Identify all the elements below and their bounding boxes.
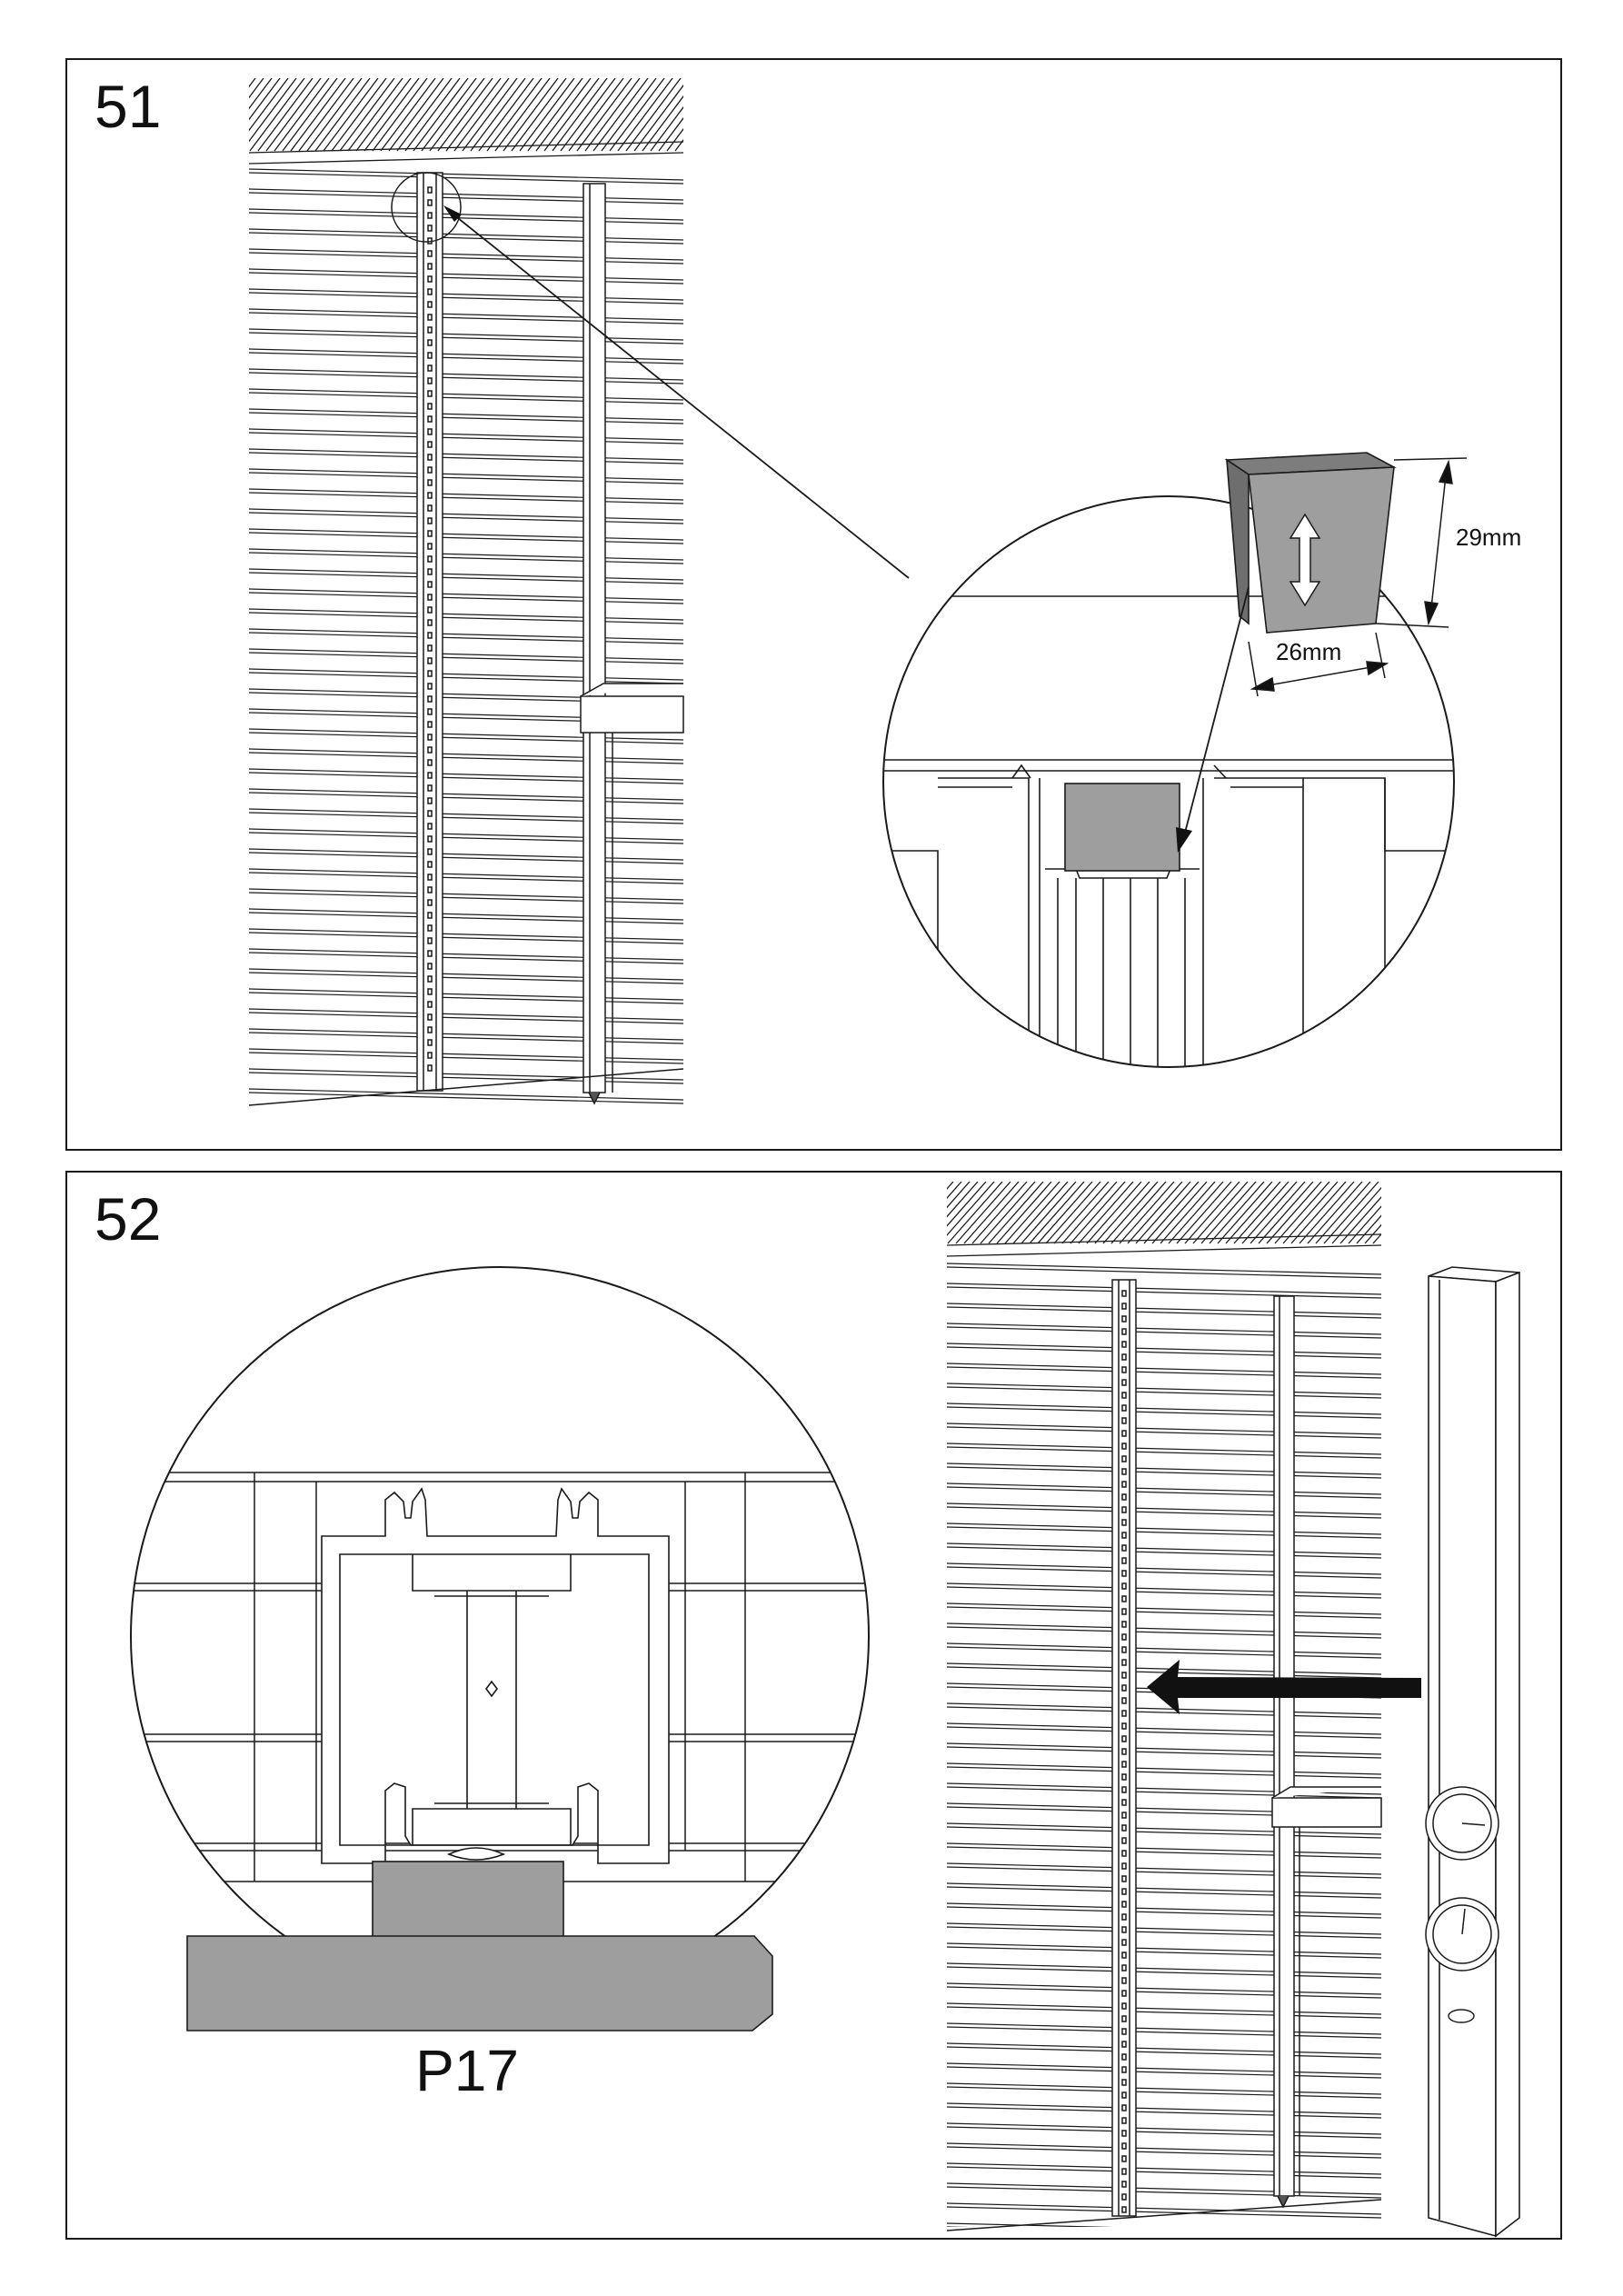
aluminium-profile	[322, 1489, 669, 1863]
post-slot	[1122, 1303, 1126, 1309]
dimension-width-label: 26mm	[1276, 638, 1342, 665]
post-slot	[1122, 2092, 1126, 2098]
roof-line	[585, 78, 640, 151]
post-slot	[428, 900, 432, 905]
roof-line	[907, 1182, 961, 1243]
roof-line	[1234, 1182, 1289, 1243]
roof-line	[242, 78, 296, 151]
post-slot	[1122, 1902, 1126, 1907]
post-slot	[428, 505, 432, 511]
step-52-illustration	[67, 1173, 1564, 2241]
post-slot	[1122, 1711, 1126, 1716]
post-slot	[1122, 1762, 1126, 1767]
roof-line	[1111, 1182, 1166, 1243]
roof-line	[209, 78, 264, 151]
post-slot	[1122, 2029, 1126, 2034]
post-slot	[428, 416, 432, 422]
post-slot	[428, 391, 432, 396]
post-slot	[1122, 1991, 1126, 1996]
roof-line	[915, 1182, 970, 1243]
roof-line	[553, 78, 607, 151]
post-slot	[1122, 2080, 1126, 2085]
roof-line	[956, 1182, 1011, 1243]
roof-line	[463, 78, 517, 151]
post-slot	[428, 213, 432, 218]
post-slot	[428, 811, 432, 816]
post-slot	[428, 1065, 432, 1071]
post-slot	[1122, 1889, 1126, 1894]
post-slot	[428, 773, 432, 778]
post-slot	[1122, 1469, 1126, 1474]
part-p17-strip	[1429, 1267, 1519, 2236]
post-slot	[1122, 2054, 1126, 2060]
post-slot	[1122, 1418, 1126, 1423]
roof-line	[940, 1182, 994, 1243]
roof-line	[1373, 1182, 1428, 1243]
roof-line	[503, 78, 558, 151]
post-slot	[1122, 1863, 1126, 1869]
post-slot	[428, 951, 432, 956]
roof-line	[348, 78, 403, 151]
roof-line	[1103, 1182, 1158, 1243]
post-slot	[428, 264, 432, 269]
post-slot	[428, 645, 432, 651]
post-slot	[1122, 1494, 1126, 1500]
roof-line	[602, 78, 656, 151]
post-slot	[1122, 1609, 1126, 1614]
roof-line	[176, 78, 231, 151]
post-slot	[428, 798, 432, 804]
roof-line	[193, 78, 247, 151]
roof-line	[1021, 1182, 1076, 1243]
roof-line	[299, 78, 353, 151]
post-slot	[428, 734, 432, 740]
roof-line	[634, 78, 689, 151]
roof-line	[234, 78, 288, 151]
post-slot	[428, 314, 432, 320]
roof-line	[324, 78, 378, 151]
post-slot	[428, 658, 432, 664]
roof-line	[626, 78, 681, 151]
post-slot	[428, 874, 432, 880]
roof-line	[1013, 1182, 1068, 1243]
post-slot	[428, 289, 432, 294]
post-slot	[1122, 1583, 1126, 1589]
post-slot	[428, 1014, 432, 1020]
post-slot	[428, 989, 432, 994]
post-slot	[1122, 1482, 1126, 1487]
post-slot	[428, 480, 432, 485]
roof-line	[274, 78, 329, 151]
roof-line	[1267, 1182, 1321, 1243]
roof-hatching	[874, 1182, 1428, 1256]
post-slot	[428, 824, 432, 829]
roof-line	[577, 78, 632, 151]
post-slot	[428, 518, 432, 524]
roof-line	[1291, 1182, 1346, 1243]
post-slot	[428, 493, 432, 498]
roof-line	[405, 78, 460, 151]
roof-line	[315, 78, 370, 151]
post-slot	[428, 671, 432, 676]
roof-line	[1177, 1182, 1231, 1243]
post-slot	[1122, 1431, 1126, 1436]
post-slot	[1122, 1685, 1126, 1691]
post-slot	[428, 925, 432, 931]
post-slot	[428, 887, 432, 893]
roof-line	[495, 78, 550, 151]
post-slot	[1122, 1596, 1126, 1602]
roof-line	[981, 1182, 1035, 1243]
roof-line	[1210, 1182, 1264, 1243]
roof-line	[1070, 1182, 1125, 1243]
roof-line	[1242, 1182, 1297, 1243]
roof-line	[931, 1182, 986, 1243]
post-slot	[1122, 1634, 1126, 1640]
roof-line	[989, 1182, 1043, 1243]
post-slot	[428, 187, 432, 193]
post-slot	[428, 684, 432, 689]
post-slot	[1122, 1723, 1126, 1729]
roof-line	[923, 1182, 978, 1243]
post-slot	[428, 251, 432, 256]
roof-line	[1250, 1182, 1305, 1243]
roof-line	[184, 78, 239, 151]
post-slot	[428, 760, 432, 765]
post-slot	[1122, 1647, 1126, 1652]
roof-line	[258, 78, 313, 151]
post-slot	[1122, 1622, 1126, 1627]
roof-line	[487, 78, 542, 151]
post-slot	[428, 340, 432, 345]
post-slot	[1122, 1291, 1126, 1296]
post-slot	[428, 556, 432, 562]
roof-line	[1308, 1182, 1362, 1243]
post-slot	[1122, 1354, 1126, 1360]
step-51-panel	[65, 58, 1562, 1151]
post-slot	[428, 594, 432, 600]
roof-line	[291, 78, 345, 151]
roof-line	[1128, 1182, 1182, 1243]
roof-line	[454, 78, 509, 151]
roof-line	[561, 78, 615, 151]
roof-line	[422, 78, 476, 151]
post-slot	[428, 747, 432, 753]
roof-line	[882, 1182, 937, 1243]
post-slot	[1122, 1914, 1126, 1920]
post-slot	[1122, 1812, 1126, 1818]
roof-edge	[249, 153, 683, 164]
step-52-panel	[65, 1171, 1562, 2240]
roof-line	[381, 78, 435, 151]
roof-line	[1046, 1182, 1100, 1243]
post-slot	[1122, 1558, 1126, 1563]
post-slot	[428, 378, 432, 384]
roof-line	[1095, 1182, 1150, 1243]
hygrometer-gauge-icon	[1426, 1898, 1499, 1971]
post-slot	[1122, 2169, 1126, 2174]
wall-planks	[249, 169, 683, 1103]
roof-line	[1005, 1182, 1060, 1243]
post-slot	[428, 467, 432, 473]
post-slot	[428, 225, 432, 231]
post-slot	[1122, 2131, 1126, 2136]
roof-line	[356, 78, 411, 151]
roof-line	[471, 78, 525, 151]
roof-line	[373, 78, 427, 151]
roof-line	[997, 1182, 1051, 1243]
roof-line	[217, 78, 272, 151]
post-slot	[1122, 1393, 1126, 1398]
post-slot	[1122, 2067, 1126, 2072]
post-slot	[1122, 2118, 1126, 2123]
sauna-wall	[176, 78, 730, 1103]
post-slot	[1122, 1380, 1126, 1385]
post-slot	[428, 913, 432, 918]
roof-line	[512, 78, 566, 151]
roof-line	[667, 78, 722, 151]
post-slot	[1122, 1571, 1126, 1576]
roof-line	[544, 78, 599, 151]
post-slot	[1122, 2143, 1126, 2149]
roof-line	[479, 78, 533, 151]
post-slot	[1122, 2003, 1126, 2009]
sauna-wall	[874, 1182, 1428, 2238]
roof-line	[1357, 1182, 1411, 1243]
step-number: 52	[95, 1185, 162, 1253]
post-slot	[1122, 1787, 1126, 1792]
roof-line	[1062, 1182, 1117, 1243]
wall-post-left	[417, 173, 443, 1091]
roof-line	[1054, 1182, 1109, 1243]
roof-line	[1275, 1182, 1329, 1243]
roof-line	[1259, 1182, 1313, 1243]
roof-line	[201, 78, 255, 151]
post-slot	[428, 607, 432, 613]
post-slot	[1122, 1520, 1126, 1525]
roof-line	[899, 1182, 953, 1243]
wall-post-right	[1274, 1296, 1294, 2207]
post-slot	[428, 722, 432, 727]
post-slot	[428, 200, 432, 205]
roof-line	[1136, 1182, 1190, 1243]
roof-line	[948, 1182, 1002, 1243]
post-slot	[428, 1027, 432, 1033]
roof-line	[642, 78, 697, 151]
roof-line	[964, 1182, 1019, 1243]
roof-line	[307, 78, 362, 151]
post-slot	[1122, 1660, 1126, 1665]
roof-edge	[947, 1245, 1381, 1256]
post-slot	[428, 938, 432, 943]
post-slot	[1122, 2041, 1126, 2047]
post-slot	[1122, 1978, 1126, 1983]
roof-line	[891, 1182, 945, 1243]
post-slot	[1122, 2181, 1126, 2187]
roof-line	[1226, 1182, 1280, 1243]
post-slot	[428, 442, 432, 447]
roof-line	[283, 78, 337, 151]
post-slot	[1122, 1927, 1126, 1932]
roof-line	[430, 78, 484, 151]
roof-line	[528, 78, 582, 151]
roof-line	[389, 78, 443, 151]
roof-line	[1152, 1182, 1207, 1243]
post-slot	[428, 302, 432, 307]
post-slot	[1122, 1952, 1126, 1958]
post-slot	[428, 1053, 432, 1058]
roof-line	[593, 78, 648, 151]
post-slot	[1122, 1698, 1126, 1703]
roof-line	[225, 78, 280, 151]
step-number: 51	[95, 73, 162, 140]
roof-line	[536, 78, 591, 151]
roof-line	[1079, 1182, 1133, 1243]
post-slot	[1122, 1825, 1126, 1831]
post-slot	[1122, 1405, 1126, 1411]
post-slot	[1122, 1316, 1126, 1322]
roof-line	[364, 78, 419, 151]
post-slot	[428, 785, 432, 791]
post-slot	[428, 1040, 432, 1045]
roof-line	[1316, 1182, 1370, 1243]
post-slot	[428, 365, 432, 371]
post-slot	[1122, 1838, 1126, 1843]
post-slot	[428, 709, 432, 714]
roof-line	[972, 1182, 1027, 1243]
roof-line	[1185, 1182, 1240, 1243]
roof-line	[446, 78, 501, 151]
wall-planks	[947, 1263, 1381, 2238]
roof-line	[1193, 1182, 1248, 1243]
post-slot	[428, 429, 432, 434]
roof-line	[1087, 1182, 1141, 1243]
post-slot	[428, 404, 432, 409]
post-slot	[428, 633, 432, 638]
post-slot	[1122, 2016, 1126, 2021]
post-slot	[428, 454, 432, 460]
logo-plate	[1449, 2010, 1474, 2022]
post-slot	[1122, 1736, 1126, 1742]
profile-section-circle	[122, 1267, 885, 2031]
dimension-height-label: 29mm	[1456, 524, 1522, 551]
wall-post-left	[1112, 1280, 1136, 2216]
post-slot	[1122, 2194, 1126, 2200]
post-slot	[428, 544, 432, 549]
roof-hatching	[176, 78, 730, 164]
post-slot	[428, 620, 432, 625]
post-slot	[1122, 1672, 1126, 1678]
roof-line	[332, 78, 386, 151]
plank-line	[947, 2223, 1381, 2234]
post-slot	[1122, 1329, 1126, 1334]
plank-line	[947, 2227, 1381, 2238]
roof-line	[438, 78, 493, 151]
post-slot	[1122, 1342, 1126, 1347]
post-slot	[1122, 1851, 1126, 1856]
roof-line	[659, 78, 713, 151]
post-slot	[1122, 1456, 1126, 1462]
roof-line	[1038, 1182, 1092, 1243]
block-inserted	[1065, 784, 1180, 871]
post-slot	[428, 531, 432, 536]
roof-line	[569, 78, 623, 151]
post-slot	[1122, 1532, 1126, 1538]
post-slot	[428, 836, 432, 842]
post-slot	[428, 569, 432, 574]
post-slot	[428, 1002, 432, 1007]
roof-line	[1120, 1182, 1174, 1243]
roof-line	[397, 78, 452, 151]
post-slot	[428, 582, 432, 587]
post-slot	[428, 976, 432, 982]
roof-line	[266, 78, 321, 151]
roof-line	[250, 78, 304, 151]
post-slot	[1122, 1876, 1126, 1882]
part-label: P17	[415, 2038, 519, 2103]
roof-line	[1169, 1182, 1223, 1243]
post-slot	[1122, 1800, 1126, 1805]
roof-line	[618, 78, 672, 151]
roof-line	[520, 78, 574, 151]
roof-line	[1283, 1182, 1338, 1243]
post-slot	[428, 353, 432, 358]
thermometer-gauge-icon	[1426, 1787, 1499, 1860]
post-slot	[1122, 1774, 1126, 1780]
post-slot	[1122, 1965, 1126, 1971]
post-slot	[1122, 2207, 1126, 2212]
roof-line	[610, 78, 664, 151]
post-slot	[1122, 1545, 1126, 1551]
roof-line	[1144, 1182, 1199, 1243]
post-slot	[428, 963, 432, 969]
post-slot	[428, 696, 432, 702]
part-p17-base	[187, 1936, 772, 2031]
post-slot	[1122, 1507, 1126, 1512]
roof-line	[874, 1182, 929, 1243]
roof-line	[413, 78, 468, 151]
roof-line	[340, 78, 394, 151]
post-slot	[1122, 1940, 1126, 1945]
post-slot	[1122, 2105, 1126, 2111]
post-slot	[428, 849, 432, 854]
post-slot	[1122, 1367, 1126, 1373]
roof-line	[651, 78, 705, 151]
post-slot	[428, 276, 432, 282]
post-slot	[1122, 1443, 1126, 1449]
post-slot	[1122, 2156, 1126, 2161]
post-slot	[428, 862, 432, 867]
roof-line	[1030, 1182, 1084, 1243]
roof-line	[1160, 1182, 1215, 1243]
roof-line	[675, 78, 730, 151]
step-51-illustration	[67, 60, 1564, 1153]
post-slot	[1122, 1749, 1126, 1754]
roof-line	[1299, 1182, 1354, 1243]
roof-line	[1218, 1182, 1272, 1243]
roof-line	[1201, 1182, 1256, 1243]
post-slot	[428, 327, 432, 333]
